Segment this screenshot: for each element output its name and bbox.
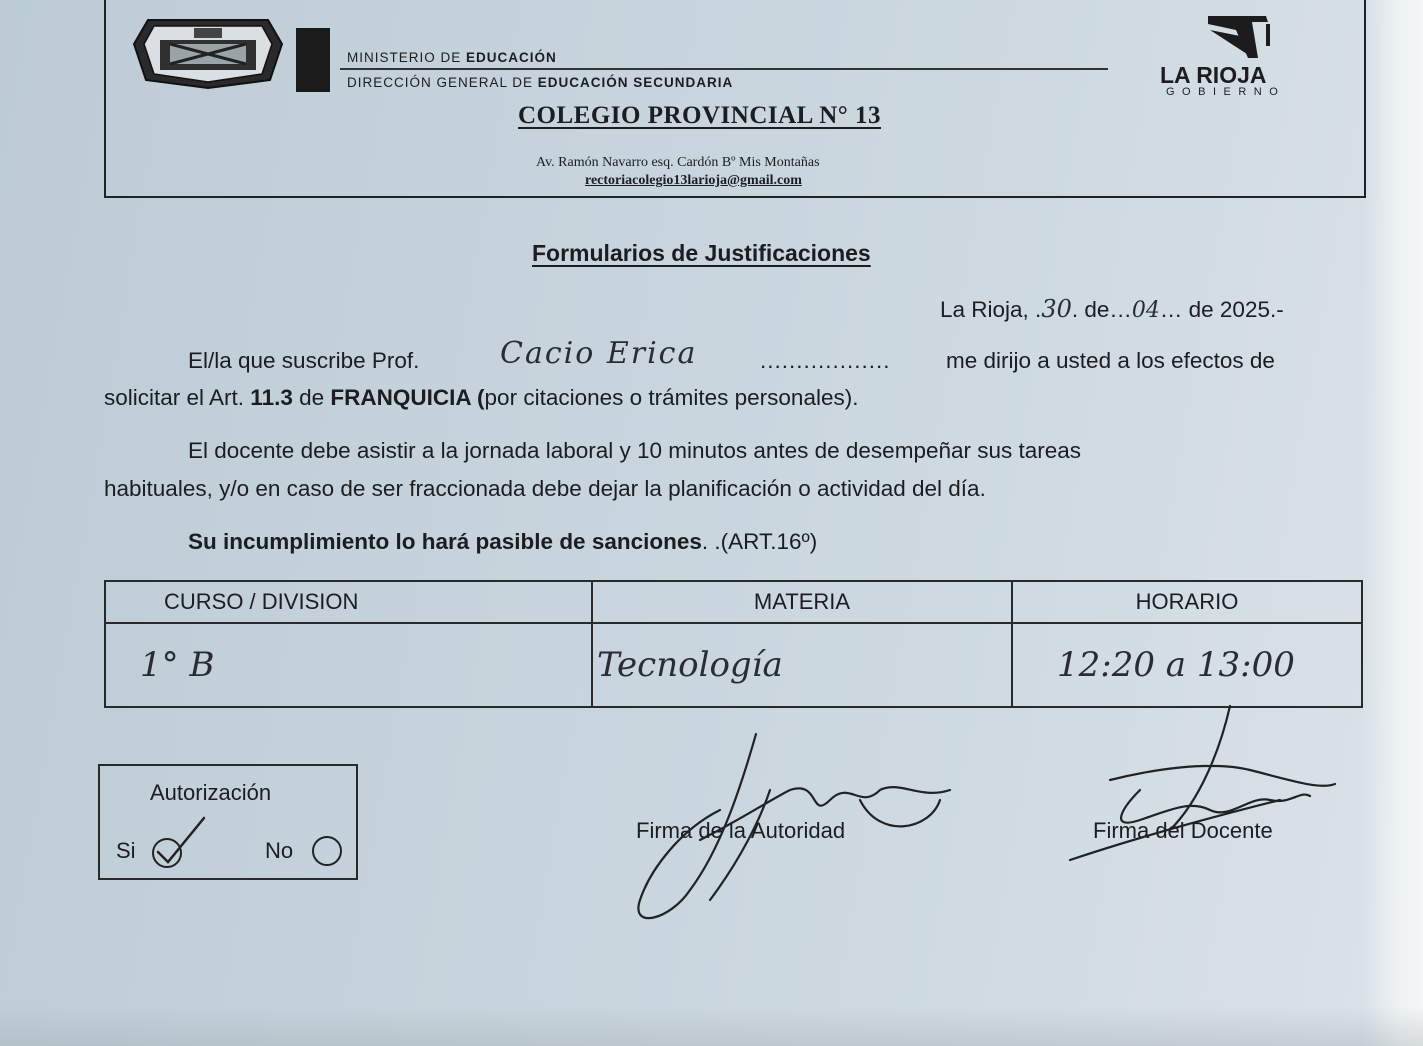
date-de: . de…: [1071, 297, 1132, 322]
cell-horario: 12:20 a 13:00: [1012, 623, 1362, 707]
obligation-line-2: habituales, y/o en caso de ser fraccionada debe dejar la planificación o actividad del día.: [104, 476, 986, 501]
authorization-box: [98, 764, 358, 880]
franquicia-label: FRANQUICIA (: [330, 385, 485, 410]
teacher-signature-label: Firma del Docente: [1093, 818, 1273, 843]
teacher-name-handwritten: Cacio Erica: [500, 336, 698, 371]
school-address: Av. Ramón Navarro esq. Cardón Bº Mis Montañas: [536, 155, 820, 170]
teacher-signature-icon: [1050, 700, 1350, 880]
school-crest-logo: [130, 14, 286, 90]
line1-prefix: El/la que suscribe Prof.: [188, 348, 420, 373]
request-line-1-prefix: [188, 348, 419, 374]
date-year: … de 2025.-: [1159, 297, 1284, 322]
header-horario: HORARIO: [1012, 581, 1362, 623]
school-email: rectoriacolegio13larioja@gmail.com: [585, 173, 802, 188]
ministry-bold: EDUCACIÓN: [466, 50, 557, 65]
cell-curso: 1° B: [105, 623, 592, 707]
article-number: 11.3: [250, 385, 293, 410]
authorization-no-label: No: [265, 838, 294, 863]
warning-line: [188, 529, 817, 555]
header-rule: [340, 68, 1108, 70]
warning-bold: Su incumplimiento lo hará pasible de sanciones: [188, 529, 702, 554]
la-rioja-logo-icon: [1200, 12, 1280, 60]
date-line: [940, 295, 1284, 323]
header-curso: CURSO / DIVISION: [105, 581, 592, 623]
line1-dots: ..................: [760, 348, 891, 373]
authorization-title: Autorización: [150, 780, 272, 805]
date-place: La Rioja, .: [940, 297, 1042, 322]
ministry-line: [347, 50, 557, 65]
table-header-row: [105, 581, 1362, 623]
ministry-prefix: MINISTERIO DE: [347, 50, 467, 65]
paper-shadow: [0, 1006, 1423, 1046]
date-day: 30: [1041, 295, 1072, 323]
line2-reason: por citaciones o trámites personales).: [484, 385, 859, 410]
authorization-si-label: Si: [116, 838, 136, 863]
header-materia: MATERIA: [592, 581, 1012, 623]
government-subtitle: GOBIERNO: [1166, 86, 1286, 98]
government-name: LA RIOJA: [1160, 62, 1267, 88]
authority-signature-icon: [620, 730, 960, 930]
direction-line: [347, 75, 733, 90]
obligation-line-1: El docente debe asistir a la jornada laboral y 10 minutos antes de desempeñar sus tareas: [188, 438, 1082, 463]
cell-materia: Tecnología: [592, 623, 1012, 707]
table-row: [105, 623, 1362, 707]
direction-prefix: DIRECCIÓN GENERAL DE: [347, 75, 538, 90]
form-title: Formularios de Justificaciones: [532, 240, 871, 266]
line2-de: de: [292, 385, 331, 410]
warning-article: . .(ART.16º): [701, 529, 818, 554]
schedule-table: [104, 580, 1363, 708]
si-checkmark-icon: [150, 812, 210, 868]
school-name: COLEGIO PROVINCIAL N° 13: [518, 102, 882, 129]
no-checkbox[interactable]: [312, 836, 342, 866]
request-line-2: [104, 385, 858, 411]
line1-suffix: me dirijo a usted a los efectos de: [946, 348, 1275, 373]
line2-text: solicitar el Art.: [104, 385, 251, 410]
paper-edge: [1363, 0, 1423, 1046]
header-divider-bar: [296, 28, 330, 92]
authority-signature-label: Firma de la Autoridad: [636, 818, 846, 843]
direction-bold: EDUCACIÓN SECUNDARIA: [537, 75, 734, 90]
date-month: 04: [1131, 298, 1160, 323]
